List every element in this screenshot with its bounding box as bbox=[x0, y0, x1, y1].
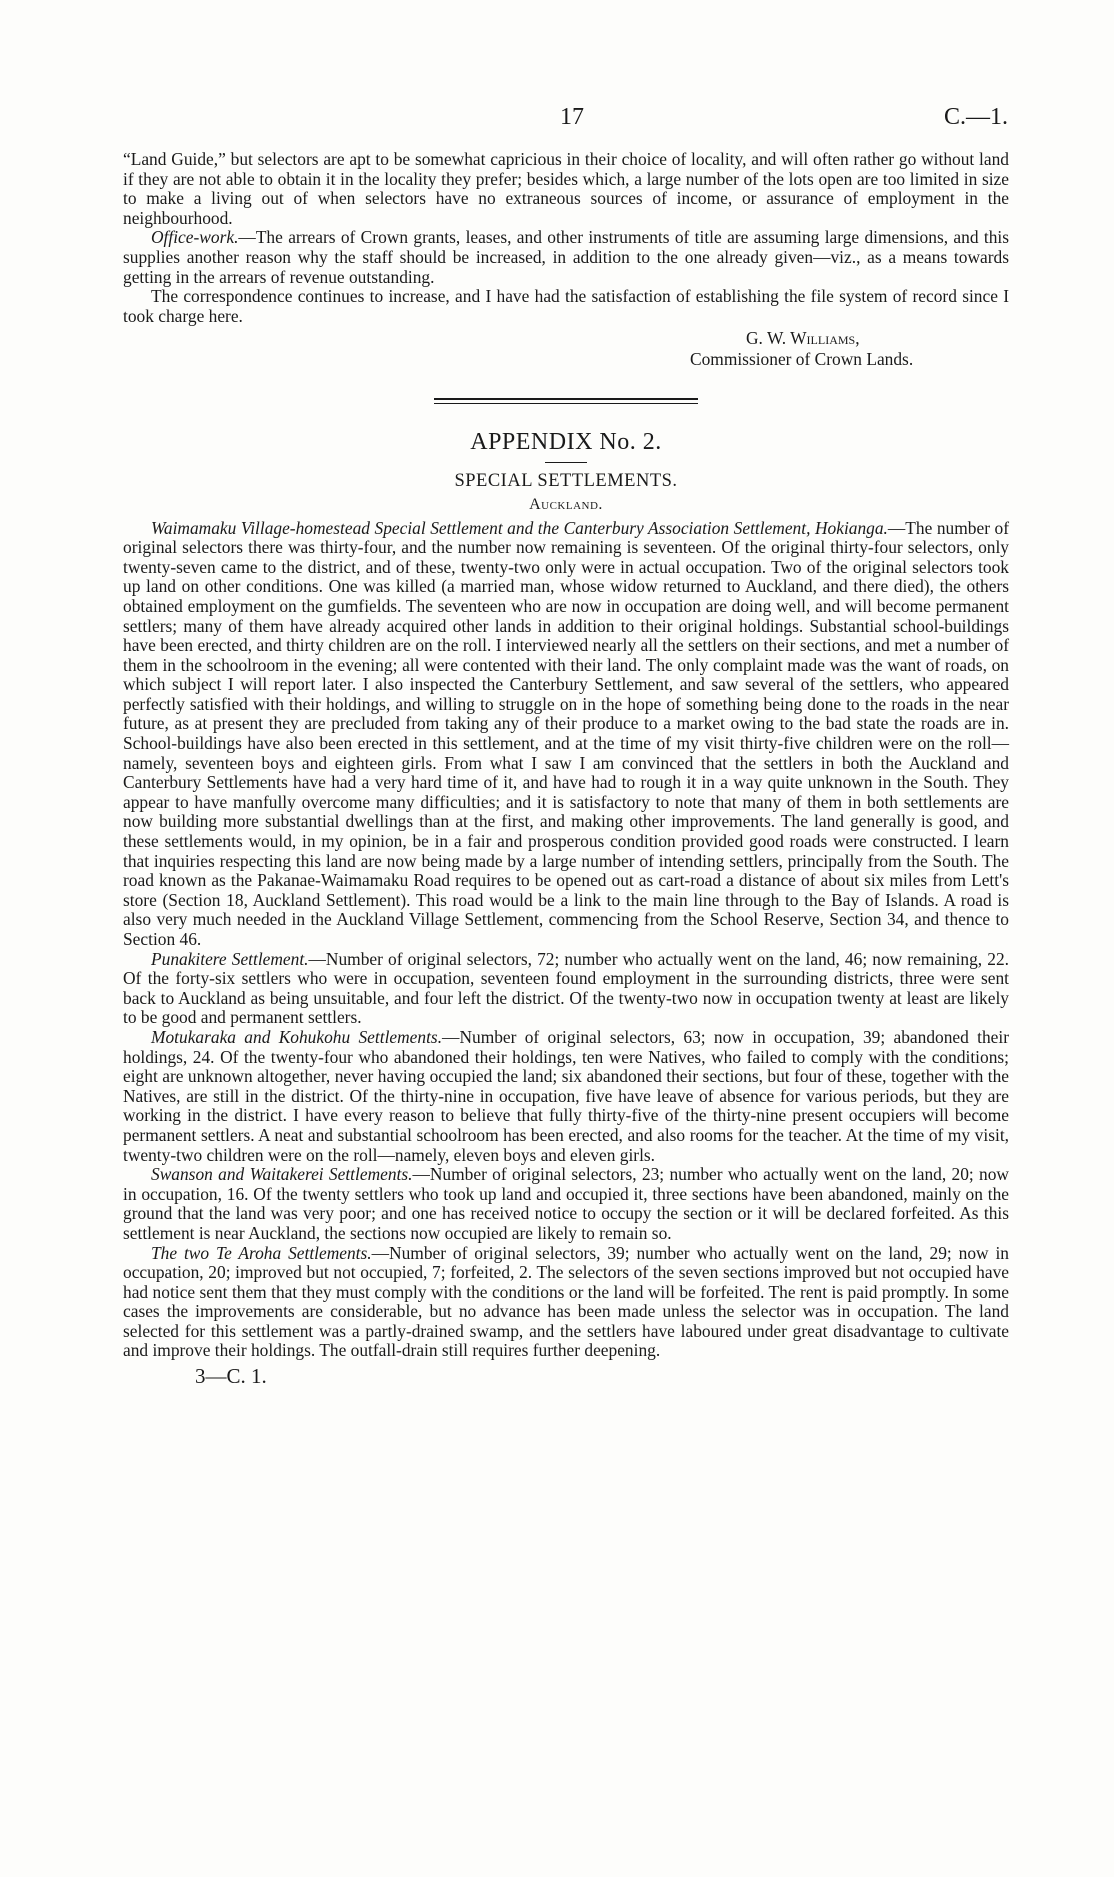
office-work-text: —The arrears of Crown grants, leases, and other instruments of title are assuming large dimensions, and this supplies another reason why the staff should be increased, in addition to the one already given—viz., as a means towards getting in the arrears of revenue outstanding. bbox=[123, 227, 1009, 287]
settlement-heading: The two Te Aroha Settlements. bbox=[151, 1242, 372, 1263]
office-work-heading: Office-work. bbox=[151, 227, 239, 248]
settlement-heading: Motukaraka and Kohukohu Settlements. bbox=[151, 1026, 443, 1047]
settlement-paragraph-waimamaku bbox=[123, 519, 1009, 950]
settlement-heading: Swanson and Waitakerei Settlements. bbox=[151, 1164, 413, 1185]
office-work-paragraph bbox=[123, 228, 1009, 287]
page-number: 17 bbox=[560, 104, 584, 130]
settlement-paragraph-swanson bbox=[123, 1165, 1009, 1243]
settlement-heading: Punakitere Settlement. bbox=[151, 948, 309, 969]
signature-name: G. W. Williams, bbox=[746, 328, 860, 349]
settlement-text: —Number of original selectors, 39; number who actually went on the land, 29; now in occupation, 20; improved but not occupied, 7; forfeited, 2. The selectors of the seven sections improved but not occupied have had notice sent them that they must comply with the conditions or the land will be forfeited. The rent is paid promptly. In some cases the improvements are considerable, but no advance has been made unless the selector was in occupation. The land selected for this settlement was a partly-drained swamp, and the settlers have laboured under great disadvantage to cultivate and improve their holdings. The outfall-drain still requires further deepening. bbox=[123, 1242, 1010, 1361]
correspondence-paragraph: The correspondence continues to increase, and I have had the satisfaction of establishing the file system of record since I took charge here. bbox=[123, 286, 1009, 326]
settlement-heading: Waimamaku Village-homestead Special Settlement and the Canterbury Association Settlement, Hokianga. bbox=[151, 517, 888, 538]
signature-title: Commissioner of Crown Lands. bbox=[690, 349, 914, 370]
title-underline bbox=[545, 462, 587, 463]
settlement-paragraph-punakitere bbox=[123, 950, 1009, 1028]
section-title: SPECIAL SETTLEMENTS. bbox=[454, 471, 678, 492]
settlement-text: —Number of original selectors, 63; now in occupation, 39; abandoned their holdings, 24. Of the twenty-four who abandoned their holdings, ten were Natives, who failed to comply with the conditions; eight are unknown altogether, never having occupied the land; six abandoned their sections, but four of these, together with the Natives, are still in the district. Of the thirty-nine in occupation, five have leave of absence for various periods, but they are working in the district. I have every reason to believe that fully thirty-five of the thirty-nine present occupiers will become permanent settlers. A neat and substantial schoolroom has been erected, and also rooms for the teacher. At the time of my visit, twenty-two children were on the roll—namely, eleven boys and eleven girls. bbox=[123, 1026, 1009, 1165]
intro-paragraph: “Land Guide,” but selectors are apt to be somewhat capricious in their choice of locality, and will often rather go without land if they are not able to obtain it in the locality they prefer; besides which, a large number of the lots open are too limited in size to make a living out of when selectors have no extraneous sources of income, or assurance of employment in the neighbourhood. bbox=[123, 149, 1009, 228]
settlement-paragraph-te-aroha bbox=[123, 1244, 1009, 1362]
section-divider bbox=[434, 398, 698, 404]
signature-block bbox=[123, 328, 1009, 370]
region-title: Auckland. bbox=[529, 495, 603, 513]
body-text bbox=[123, 150, 1009, 1387]
document-code: C.—1. bbox=[943, 104, 1008, 130]
page-header bbox=[0, 104, 1114, 134]
appendix-title: APPENDIX No. 2. bbox=[470, 429, 662, 456]
settlement-paragraph-motukaraka bbox=[123, 1028, 1009, 1165]
settlement-text: —Number of original selectors, 72; number who actually went on the land, 46; now remaining, 22. Of the forty-six settlers who were in occupation, seventeen found employment in the surrounding districts, three were sent back to Auckland as being unsuitable, and four left the district. Of the twenty-two now in occupation twenty at least are likely to be good and permanent settlers. bbox=[123, 948, 1009, 1028]
sheet-reference: 3—C. 1. bbox=[195, 1364, 267, 1389]
settlement-text: —Number of original selectors, 23; number who actually went on the land, 20; now in occupation, 16. Of the twenty settlers who took up land and occupied it, three sections have been abandoned, mainly on the ground that the land was very poor; and one has received notice to occupy the section or it will be declared forfeited. As this settlement is near Auckland, the sections now occupied are likely to remain so. bbox=[123, 1164, 1009, 1243]
settlement-text: —The number of original selectors there was thirty-four, and the number now remaining is seventeen. Of the original thirty-four selectors, only twenty-seven came to the district, and of these, twenty-two only were in actual occupation. Two of the original selectors took up land on other conditions. One was killed (a married man, whose widow returned to Auckland, and there died), the others obtained employment on the gumfields. The seventeen who are now in occupation are doing well, and will become permanent settlers; many of them have already acquired other lands in addition to their original holdings. Substantial school-buildings have been erected, and thirty children are on the roll. I interviewed nearly all the settlers on their sections, and met a number of them in the schoolroom in the evening; all were contented with their land. The only complaint made was the want of roads, on which subject I will report later. I also inspected the Canterbury Settlement, and saw several of the settlers, who appeared perfectly satisfied with their holdings, and willing to struggle on in the hope of something being done to the roads in the near future, as at present they are precluded from taking any of their produce to a market owing to the bad state the roads are in. School-buildings have also been erected in this settlement, and at the time of my visit thirty-five children were on the roll—namely, seventeen boys and eighteen girls. From what I saw I am convinced that the settlers in both the Auckland and Canterbury Settlements have had a very hard time of it, and have had to rough it in a way quite unknown in the South. They appear to have manfully overcome many difficulties; and it is satisfactory to note that many of them in both settlements are now building more substantial dwellings than at the first, and making other improvements. The land generally is good, and these settlements would, in my opinion, be in a fair and prosperous condition provided good roads were constructed. I learn that inquiries respecting this land are now being made by a large number of intending settlers, principally from the South. The road known as the Pakanae-Waimamaku Road requires to be opened out as cart-road a distance of about six miles from Lett's store (Section 18, Auckland Settlement). This road would be a link to the main line through to the Bay of Islands. A road is also very much needed in the Auckland Village Settlement, commencing from the School Reserve, Section 34, and thence to Section 46. bbox=[123, 517, 1010, 949]
